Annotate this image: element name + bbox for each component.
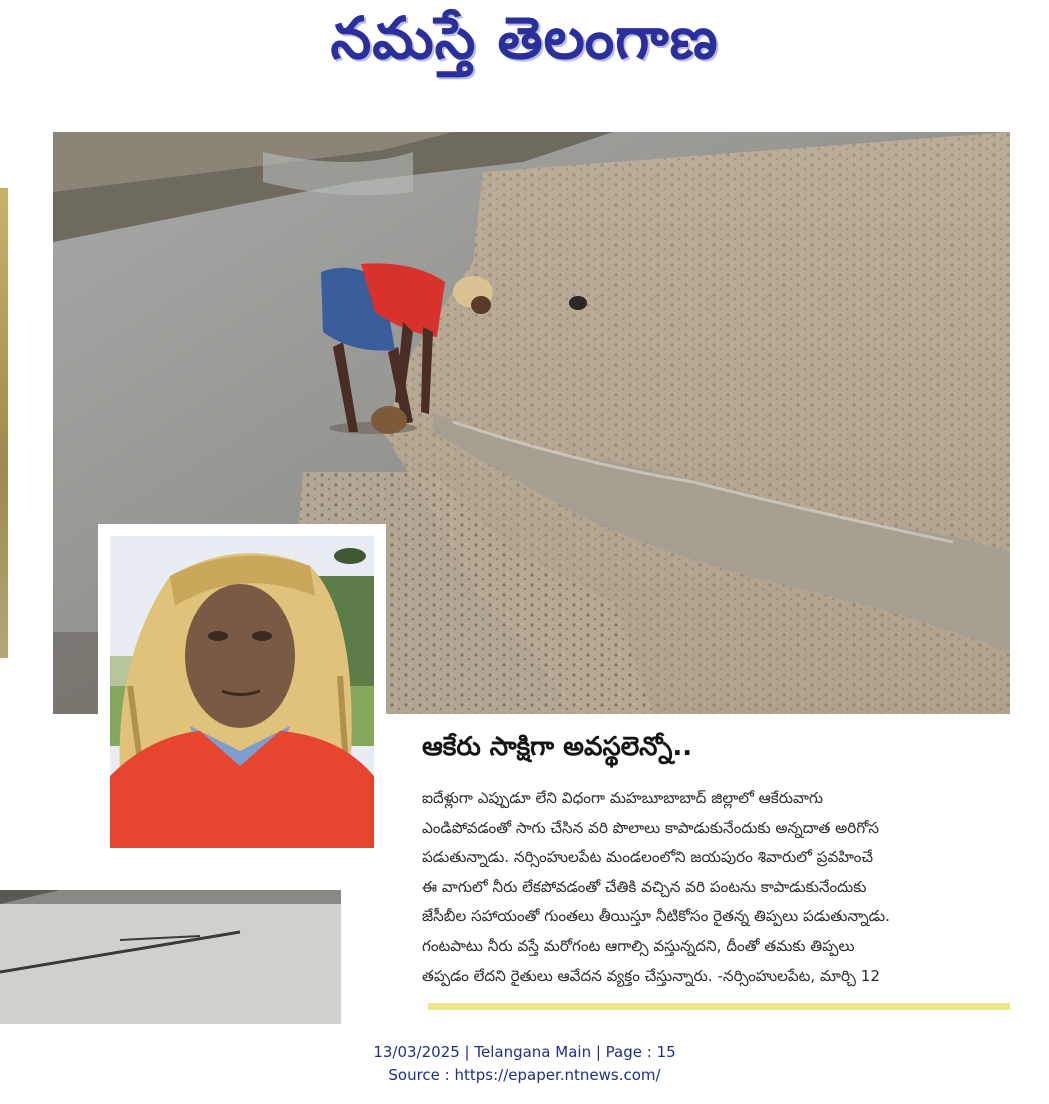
adjacent-road-photo [0,890,341,1024]
article-line: గంటపాటు నీరు వస్తే మరోగంట ఆగాల్సి వస్తున్నదని, దీంతో తమకు తిప్పలు [422,936,855,955]
article-body [422,784,1012,991]
article-line: ఐదేళ్లుగా ఎప్పుడూ లేని విధంగా మహబూబాబాద్ జిల్లాలో ఆకేరువాగు [422,789,824,807]
farmer-portrait-photo [110,536,374,848]
adjacent-photo-strip [0,188,8,658]
portrait-frame [98,524,386,860]
masthead-title: నమస్తే తెలంగాణ [330,4,719,72]
footer-edition: 13/03/2025 | Telangana Main | Page : 15 [373,1043,676,1061]
article-line: పడుతున్నాడు. నర్సింహులపేట మండలంలోని జయపురం శివారులో ప్రవహించే [422,848,874,867]
article-line: తప్పడం లేదని రైతులు ఆవేదన వ్యక్తం చేస్తున్నారు. -నర్సింహులపేట, మార్చి 12 [422,966,881,985]
article-headline: ఆకేరు సాక్షిగా అవస్థలెన్నో.. [422,732,693,762]
article-line: జేసీబీల సహాయంతో గుంతలు తీయిస్తూ నీటికోసం రైతన్న తిప్పలు పడుతున్నాడు. [422,907,890,926]
article-line: ఎండిపోవడంతో సాగు చేసిన వరి పొలాలు కాపాడుకునేందుకు అన్నదాత అరిగోస [422,818,880,837]
article-line: ఈ వాగులో నీరు లేకపోవడంతో చేతికి వచ్చిన వరి పంటను కాపాడుకునేందుకు [422,877,867,896]
article-end-rule [428,1003,1010,1010]
footer-source: Source : https://epaper.ntnews.com/ [388,1066,661,1084]
